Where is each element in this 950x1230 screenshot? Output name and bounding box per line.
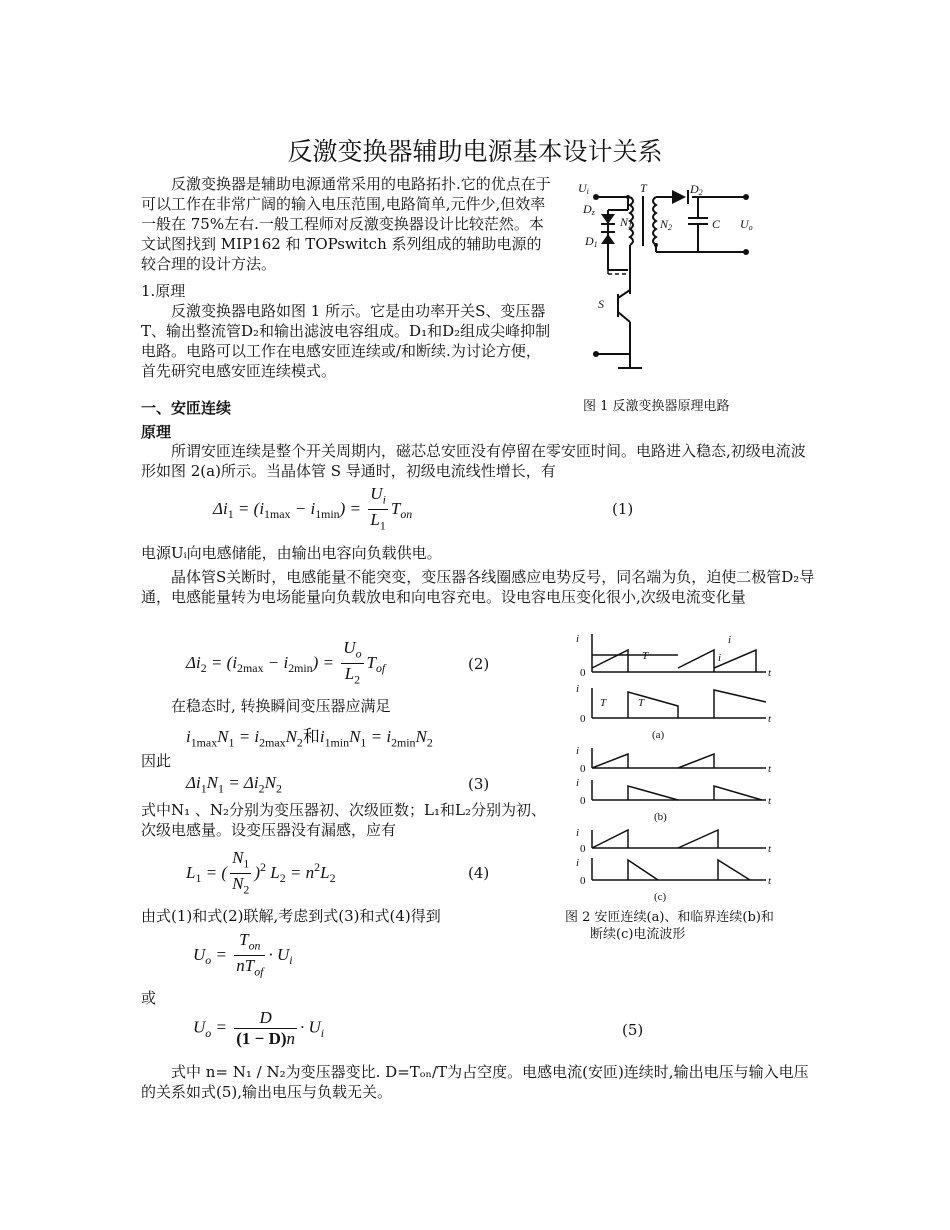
svg-text:(c): (c) <box>654 891 667 903</box>
svg-text:t: t <box>768 843 772 855</box>
svg-text:Uo: Uo <box>740 217 753 232</box>
svg-text:i: i <box>718 652 722 664</box>
svg-text:C: C <box>712 217 721 231</box>
turns-definition-paragraph: 式中N₁ 、N₂分别为变压器初、次级匝数；L₁和L₂分别为初、次级电感量。设变压器没有漏感，应有 <box>141 801 546 839</box>
section-heading: 一、安匝连续 <box>141 399 232 417</box>
svg-text:0: 0 <box>580 713 586 725</box>
svg-text:T: T <box>638 697 645 709</box>
svg-text:0: 0 <box>580 667 586 679</box>
svg-text:N1: N1 <box>620 215 633 230</box>
equation-1: $\Delta i_1 = (i_{1max} - i_{1min})$ = $\frac{U_i}{L_1}$ $T_{on}$ <box>213 484 413 533</box>
equation-4: $L_1$ = ( $\frac{N_1}{N_2}$ )$^2$ $L_2 = n^2L_2$ <box>186 848 336 897</box>
equation-1-number: (1) <box>612 500 634 518</box>
svg-text:i: i <box>728 634 732 646</box>
turn-off-paragraph: 晶体管S关断时，电感能量不能突变，变压器各线圈感应电势反号，同名端为负，迫使二极管D₂导通，电感能量转为电场能量向负载放电和向电容充电。设电容电压变化很小,次级电流变化量 <box>141 568 815 606</box>
svg-text:0: 0 <box>580 875 586 887</box>
figure-2-caption-line-2: 断续(c)电流波形 <box>590 927 686 942</box>
equation-5-number: (5) <box>622 1021 644 1039</box>
equation-2-number: (2) <box>468 655 490 673</box>
therefore-text: 因此 <box>141 752 172 770</box>
svg-text:Dz: Dz <box>583 202 595 217</box>
svg-text:T: T <box>642 650 649 662</box>
current-waveforms-diagram <box>570 630 775 908</box>
svg-text:T: T <box>640 182 647 195</box>
svg-text:i: i <box>576 633 580 645</box>
energy-storage-paragraph: 电源Uᵢ向电感储能，由输出电容向负载供电。 <box>141 544 442 562</box>
svg-text:i: i <box>576 683 580 695</box>
conclusion-paragraph: 式中 n= N₁ / N₂为变压器变比. D=Tₒₙ/T为占空度。电感电流(安匝)连续时,输出电压与输入电压的关系如式(5),输出电压与负载无关。 <box>141 1063 809 1101</box>
principle-paragraph: 反激变换器电路如图 1 所示。它是由功率开关S、变压器T、输出整流管D₂和输出滤波电容组成。D₁和D₂组成尖峰抑制电路。电路可以工作在电感安匝连续或/和断续.为讨论方便，首先研究电感安匝连续模式。 <box>141 302 551 380</box>
svg-text:T: T <box>600 697 607 709</box>
continuous-mode-paragraph: 所谓安匝连续是整个开关周期内，磁芯总安匝没有停留在零安匝时间。电路进入稳态,初级电流波形如图 2(a)所示。当晶体管 S 导通时，初级电流线性增长，有 <box>141 442 806 480</box>
svg-text:0: 0 <box>580 843 586 855</box>
or-text: 或 <box>141 989 157 1007</box>
steady-state-paragraph: 在稳态时, 转换瞬间变压器应满足 <box>171 697 391 715</box>
intro-paragraph: 反激变换器是辅助电源通常采用的电路拓扑.它的优点在于可以工作在非常广阔的输入电压范围,电路简单,元件少,但效率一般在 75%左右.一般工程师对反激变换器设计比较茫然。本文试图找到 MIP162 和 TOPswitch 系列组成的辅助电源的较合理的设计方法。 <box>141 175 551 273</box>
equation-4-number: (4) <box>468 864 490 882</box>
svg-text:0: 0 <box>580 795 586 807</box>
figure-1-caption: 图 1 反激变换器原理电路 <box>583 399 730 414</box>
svg-text:(a): (a) <box>652 729 665 741</box>
equation-5: $U_o$ = $\frac{D}{(1 - D)n}$ · $U_i$ <box>193 1008 325 1048</box>
svg-text:t: t <box>768 795 772 807</box>
svg-text:0: 0 <box>580 763 586 775</box>
svg-text:i: i <box>576 827 580 839</box>
svg-text:D1: D1 <box>585 234 598 249</box>
intro-heading: 1.原理 <box>141 282 186 300</box>
flyback-circuit-diagram <box>568 182 768 380</box>
svg-text:D2: D2 <box>690 182 703 197</box>
equation-3-number: (3) <box>468 775 490 793</box>
balance-equation: $i_{1max}N_1 = i_{2max}N_2$和$i_{1min}N_1 = i_{2min}N_2$ <box>186 727 433 750</box>
svg-text:N2: N2 <box>660 217 673 232</box>
equation-3: $\Delta i_1N_1 = \Delta i_2N_2$ <box>186 773 282 796</box>
svg-text:t: t <box>768 875 772 887</box>
svg-text:Ui: Ui <box>578 182 589 196</box>
svg-text:i: i <box>576 777 580 789</box>
svg-text:i: i <box>576 745 580 757</box>
svg-text:i: i <box>576 857 580 869</box>
uo-equation: $U_o$ = $\frac{T_{on}}{nT_{of}}$ · $U_i$ <box>193 930 293 979</box>
svg-text:t: t <box>768 713 772 725</box>
page-title: 反激变换器辅助电源基本设计关系 <box>287 137 663 166</box>
figure-2-caption-line-1: 图 2 安匝连续(a)、和临界连续(b)和 <box>565 910 774 925</box>
solve-paragraph: 由式(1)和式(2)联解,考虑到式(3)和式(4)得到 <box>141 907 441 925</box>
svg-text:(b): (b) <box>654 811 667 823</box>
svg-text:t: t <box>768 667 772 679</box>
svg-text:t: t <box>768 763 772 775</box>
equation-2: $\Delta i_2 = (i_{2max} - i_{2min})$ = $\frac{U_o}{L_2}$ $T_{of}$ <box>186 638 386 687</box>
subsection-heading: 原理 <box>141 423 172 441</box>
svg-text:S: S <box>598 297 604 311</box>
